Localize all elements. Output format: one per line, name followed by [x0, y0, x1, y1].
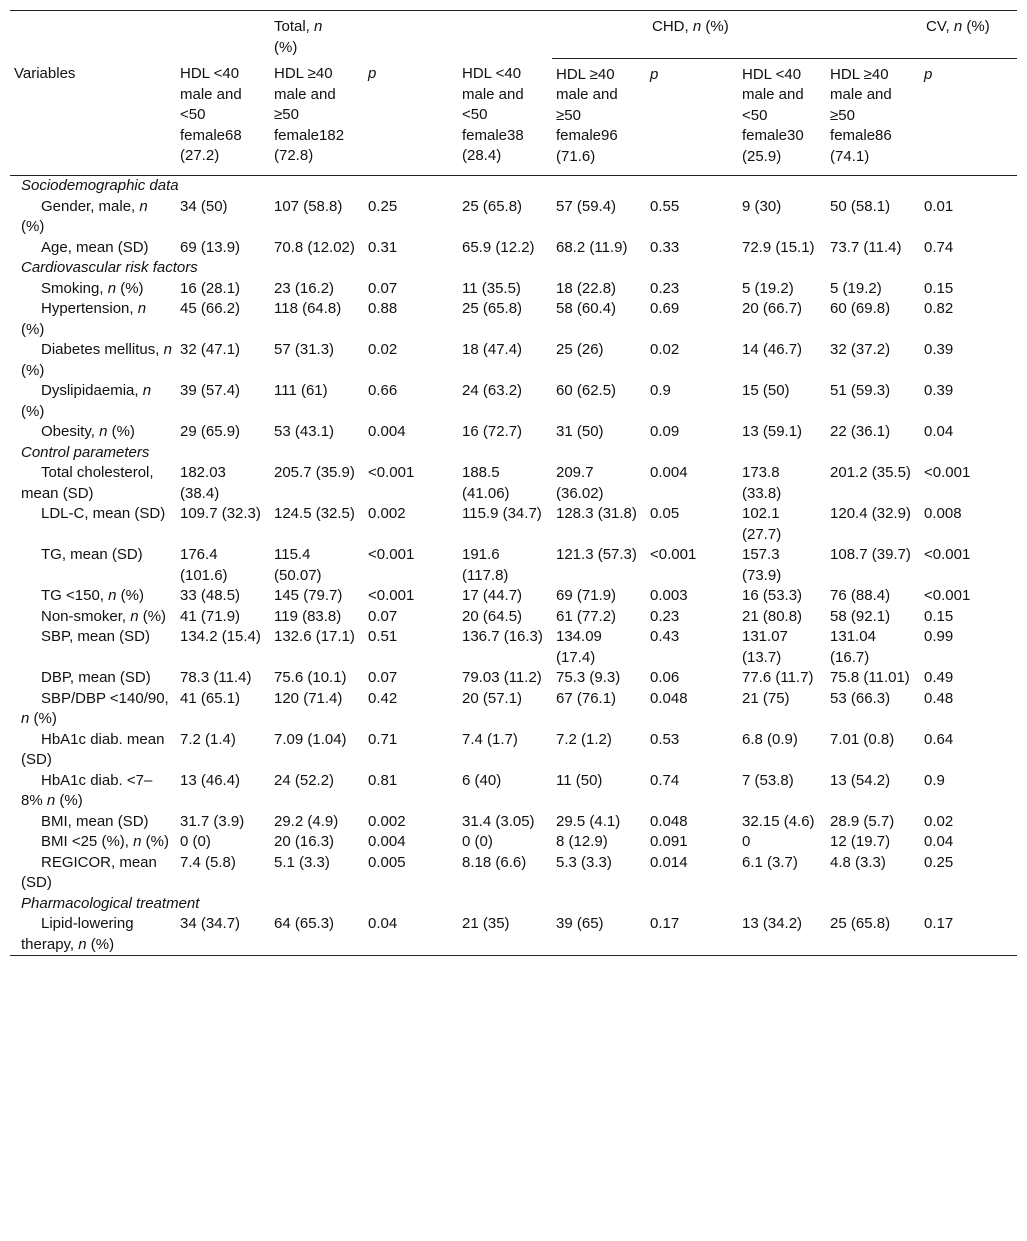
row-label: SBP, mean (SD): [41, 628, 150, 645]
p-value-cell: 0.15: [924, 607, 954, 625]
p-value-cell: 0.04: [924, 833, 954, 850]
p-value-cell: 0.04: [924, 423, 954, 440]
value-cell: 39 (65): [556, 915, 604, 932]
header-group-total: Total, n (%): [274, 18, 323, 56]
value-cell: 16 (53.3): [742, 587, 803, 604]
value-cell: 67 (76.1): [556, 689, 617, 707]
value-cell: 176.4 (101.6): [180, 546, 228, 584]
value-cell: 45 (66.2): [180, 300, 241, 317]
p-value-cell: 0.091: [650, 833, 688, 850]
value-cell: 7.2 (1.2): [556, 730, 612, 748]
value-cell: 13 (54.2): [830, 771, 891, 789]
data-table: [10, 10, 1017, 956]
value-cell: 76 (88.4): [830, 587, 891, 604]
value-cell: 5.1 (3.3): [274, 853, 330, 871]
value-cell: 34 (50): [180, 197, 228, 215]
value-cell: 120 (71.4): [274, 689, 343, 707]
value-cell: 0: [742, 833, 751, 850]
value-cell: 53 (43.1): [274, 423, 335, 440]
value-cell: 7.4 (5.8): [180, 853, 236, 871]
value-cell: 109.7 (32.3): [180, 505, 261, 522]
p-value-cell: 0.31: [368, 238, 398, 256]
table-row: [10, 812, 1017, 833]
value-cell: 60 (62.5): [556, 382, 617, 399]
value-cell: 119 (83.8): [274, 607, 342, 625]
value-cell: 61 (77.2): [556, 607, 617, 625]
value-cell: 120.4 (32.9): [830, 505, 911, 522]
table-row: [10, 586, 1017, 607]
value-cell: 13 (59.1): [742, 423, 803, 440]
value-cell: 21 (80.8): [742, 607, 803, 625]
row-label: Smoking, n (%): [41, 279, 144, 297]
value-cell: 182.03 (38.4): [180, 464, 226, 502]
p-value-cell: <0.001: [368, 464, 415, 481]
p-value-cell: 0.06: [650, 669, 680, 686]
value-cell: 57 (31.3): [274, 341, 335, 358]
p-value-cell: 0.48: [924, 689, 954, 707]
p-value-cell: 0.004: [650, 464, 688, 481]
value-cell: 7.09 (1.04): [274, 730, 347, 748]
p-value-cell: 0.23: [650, 279, 680, 297]
value-cell: 9 (30): [742, 197, 782, 215]
value-cell: 157.3 (73.9): [742, 546, 782, 584]
value-cell: 102.1 (27.7): [742, 505, 782, 543]
p-value-cell: 0.55: [650, 197, 680, 215]
p-value-cell: 0.008: [924, 505, 962, 522]
header-group-cv: CV, n (%): [826, 11, 1017, 59]
table-row: [10, 197, 1017, 238]
row-label: Hypertension, n (%): [21, 300, 147, 338]
value-cell: 115.4 (50.07): [274, 546, 322, 584]
value-cell: 5 (19.2): [742, 279, 794, 297]
table-row: [10, 279, 1017, 300]
value-cell: 7.01 (0.8): [830, 730, 895, 748]
value-cell: 12 (19.7): [830, 833, 891, 850]
table-body: [10, 58, 1017, 956]
p-value-cell: 0.004: [368, 833, 406, 850]
value-cell: 134.09 (17.4): [556, 628, 602, 666]
p-value-cell: 0.9: [924, 771, 945, 789]
section-title: Cardiovascular risk factors: [21, 259, 198, 276]
p-value-cell: 0.005: [368, 853, 406, 871]
p-value-cell: 0.04: [368, 915, 398, 932]
value-cell: 73.7 (11.4): [830, 238, 902, 256]
section-title: Control parameters: [21, 443, 150, 461]
value-cell: 70.8 (12.02): [274, 238, 355, 256]
value-cell: 31.7 (3.9): [180, 812, 245, 830]
value-cell: 13 (46.4): [180, 771, 241, 789]
value-cell: 191.6 (117.8): [462, 546, 509, 584]
table-row: [10, 668, 1017, 689]
value-cell: 32 (47.1): [180, 341, 241, 358]
table-row: [10, 832, 1017, 853]
p-value-cell: 0.25: [924, 853, 954, 871]
value-cell: 25 (65.8): [462, 197, 523, 215]
p-value-cell: 0.17: [924, 915, 954, 932]
table-row: [10, 238, 1017, 259]
p-value-cell: 0.002: [368, 812, 406, 830]
section-header-row: [10, 258, 1017, 279]
p-value-cell: 0.51: [368, 628, 398, 645]
table-row: [10, 730, 1017, 771]
p-value-cell: 0.002: [368, 505, 406, 522]
value-cell: 79.03 (11.2): [462, 669, 542, 686]
value-cell: 68.2 (11.9): [556, 238, 628, 256]
table-row: [10, 914, 1017, 956]
table-row: [10, 545, 1017, 586]
p-value-cell: 0.64: [924, 730, 954, 748]
value-cell: 64 (65.3): [274, 915, 335, 932]
p-value-cell: 0.82: [924, 300, 954, 317]
value-cell: 145 (79.7): [274, 587, 343, 604]
p-value-cell: 0.02: [924, 812, 954, 830]
p-value-cell: 0.048: [650, 812, 688, 830]
value-cell: 21 (35): [462, 915, 510, 932]
value-cell: 69 (13.9): [180, 238, 241, 256]
p-value-cell: <0.001: [924, 464, 971, 481]
p-value-cell: 0.09: [650, 423, 680, 440]
header-empty-cell: [10, 11, 176, 59]
p-value-cell: 0.74: [924, 238, 954, 256]
p-value-cell: 0.69: [650, 300, 680, 317]
p-value-cell: 0.07: [368, 279, 398, 297]
value-cell: 132.6 (17.1): [274, 628, 355, 645]
p-value-cell: 0.07: [368, 607, 398, 625]
value-cell: 58 (92.1): [830, 607, 891, 625]
p-value-cell: 0.39: [924, 382, 954, 399]
row-label: HbA1c diab. <7–8% n (%): [21, 771, 153, 809]
p-value-cell: 0.07: [368, 669, 398, 686]
value-cell: 29.2 (4.9): [274, 812, 339, 830]
p-value-cell: <0.001: [924, 587, 971, 604]
value-cell: 77.6 (11.7): [742, 669, 814, 686]
p-value-cell: 0.15: [924, 279, 954, 297]
value-cell: 8.18 (6.6): [462, 853, 527, 871]
value-cell: 20 (66.7): [742, 300, 803, 317]
value-cell: 173.8 (33.8): [742, 464, 782, 502]
header-spacer: [176, 11, 270, 59]
row-label: BMI <25 (%), n (%): [41, 833, 169, 850]
row-label: BMI, mean (SD): [41, 812, 149, 830]
section-title: Pharmacological treatment: [21, 894, 200, 912]
header-subcolumn: HDL <40 male and <50 female68 (27.2): [180, 65, 242, 164]
value-cell: 6 (40): [462, 771, 502, 789]
value-cell: 131.07 (13.7): [742, 628, 788, 666]
p-value-cell: 0.71: [368, 730, 398, 748]
value-cell: 20 (57.1): [462, 689, 523, 707]
value-cell: 32.15 (4.6): [742, 812, 815, 830]
row-label: Obesity, n (%): [41, 423, 135, 440]
table-row: [10, 771, 1017, 812]
value-cell: 136.7 (16.3): [462, 628, 543, 645]
section-header-row: [10, 443, 1017, 464]
value-cell: 23 (16.2): [274, 279, 335, 297]
value-cell: 41 (65.1): [180, 689, 241, 707]
value-cell: 131.04 (16.7): [830, 628, 876, 666]
value-cell: 18 (22.8): [556, 279, 617, 297]
p-value-cell: 0.33: [650, 238, 680, 256]
value-cell: 188.5 (41.06): [462, 464, 510, 502]
value-cell: 6.1 (3.7): [742, 853, 798, 871]
value-cell: 31.4 (3.05): [462, 812, 535, 830]
table-row: [10, 422, 1017, 443]
value-cell: 69 (71.9): [556, 587, 617, 604]
value-cell: 0 (0): [180, 833, 211, 850]
value-cell: 111 (61): [274, 382, 328, 399]
value-cell: 11 (35.5): [462, 279, 521, 297]
header-spacer: [458, 11, 552, 59]
row-label: Total cholesterol, mean (SD): [21, 464, 154, 502]
header-subcolumn: HDL <40 male and <50 female30 (25.9): [742, 65, 804, 165]
value-cell: 50 (58.1): [830, 197, 891, 215]
value-cell: 65.9 (12.2): [462, 238, 535, 256]
value-cell: 60 (69.8): [830, 300, 891, 317]
value-cell: 14 (46.7): [742, 341, 803, 358]
value-cell: 75.3 (9.3): [556, 669, 621, 686]
p-value-cell: 0.74: [650, 771, 680, 789]
row-label: HbA1c diab. mean (SD): [21, 730, 165, 768]
value-cell: 7.2 (1.4): [180, 730, 236, 748]
header-p-value: p: [650, 65, 659, 83]
p-value-cell: <0.001: [368, 546, 415, 563]
p-value-cell: 0.02: [368, 341, 398, 358]
value-cell: 121.3 (57.3): [556, 546, 637, 563]
value-cell: 4.8 (3.3): [830, 853, 886, 871]
value-cell: 34 (34.7): [180, 915, 241, 932]
p-value-cell: 0.49: [924, 669, 954, 686]
value-cell: 22 (36.1): [830, 423, 891, 440]
header-subcolumn: HDL ≥40 male and ≥50 female182 (72.8): [274, 65, 345, 164]
value-cell: 7 (53.8): [742, 771, 794, 789]
value-cell: 0 (0): [462, 833, 493, 850]
value-cell: 11 (50): [556, 771, 603, 789]
value-cell: 8 (12.9): [556, 833, 608, 850]
value-cell: 24 (52.2): [274, 771, 335, 789]
row-label: Age, mean (SD): [41, 238, 149, 256]
value-cell: 7.4 (1.7): [462, 730, 518, 748]
row-label: TG <150, n (%): [41, 587, 144, 604]
value-cell: 39 (57.4): [180, 382, 241, 399]
value-cell: 5 (19.2): [830, 279, 882, 297]
row-label: Lipid-lowering therapy, n (%): [21, 915, 134, 953]
value-cell: 15 (50): [742, 382, 790, 399]
value-cell: 53 (66.3): [830, 689, 891, 707]
value-cell: 205.7 (35.9): [274, 464, 355, 481]
header-p-value: p: [368, 65, 377, 82]
value-cell: 28.9 (5.7): [830, 812, 895, 830]
p-value-cell: 0.53: [650, 730, 680, 748]
row-label: Dyslipidaemia, n (%): [21, 382, 152, 420]
value-cell: 25 (26): [556, 341, 604, 358]
p-value-cell: 0.39: [924, 341, 954, 358]
header-row-groups: [10, 11, 1017, 59]
value-cell: 115.9 (34.7): [462, 505, 542, 522]
value-cell: 18 (47.4): [462, 341, 523, 358]
p-value-cell: <0.001: [650, 546, 697, 563]
p-value-cell: <0.001: [924, 546, 971, 563]
value-cell: 72.9 (15.1): [742, 238, 815, 256]
row-label: REGICOR, mean (SD): [21, 853, 157, 891]
p-value-cell: 0.004: [368, 423, 406, 440]
value-cell: 13 (34.2): [742, 915, 803, 932]
p-value-cell: 0.43: [650, 628, 680, 645]
row-label: DBP, mean (SD): [41, 669, 151, 686]
header-subcolumn: HDL ≥40 male and ≥50 female96 (71.6): [556, 65, 618, 165]
row-label: TG, mean (SD): [41, 546, 143, 563]
value-cell: 124.5 (32.5): [274, 505, 355, 522]
value-cell: 108.7 (39.7): [830, 546, 911, 563]
row-label: Gender, male, n (%): [21, 197, 148, 235]
p-value-cell: 0.02: [650, 341, 680, 358]
p-value-cell: 0.42: [368, 689, 398, 707]
value-cell: 41 (71.9): [180, 607, 241, 625]
table-row: [10, 340, 1017, 381]
header-group-chd: CHD, n (%): [552, 11, 826, 59]
p-value-cell: 0.88: [368, 300, 398, 317]
row-label: LDL-C, mean (SD): [41, 505, 166, 522]
p-value-cell: 0.23: [650, 607, 680, 625]
table-row: [10, 381, 1017, 422]
table-row: [10, 689, 1017, 730]
value-cell: 25 (65.8): [830, 915, 891, 932]
p-value-cell: 0.05: [650, 505, 680, 522]
data-table-container: [10, 10, 1017, 956]
header-row-columns: [10, 58, 1017, 176]
value-cell: 29 (65.9): [180, 423, 241, 440]
value-cell: 16 (72.7): [462, 423, 523, 440]
value-cell: 32 (37.2): [830, 341, 891, 358]
section-header-row: [10, 894, 1017, 915]
value-cell: 51 (59.3): [830, 382, 891, 399]
value-cell: 5.3 (3.3): [556, 853, 612, 871]
section-header-row: [10, 176, 1017, 197]
value-cell: 75.6 (10.1): [274, 669, 347, 686]
row-label: Non-smoker, n (%): [41, 607, 167, 625]
value-cell: 24 (63.2): [462, 382, 523, 399]
row-label: Diabetes mellitus, n (%): [21, 341, 172, 379]
p-value-cell: 0.048: [650, 689, 688, 707]
value-cell: 21 (75): [742, 689, 790, 707]
value-cell: 17 (44.7): [462, 587, 523, 604]
value-cell: 57 (59.4): [556, 197, 617, 215]
section-title: Sociodemographic data: [21, 177, 179, 194]
table-row: [10, 504, 1017, 545]
value-cell: 33 (48.5): [180, 587, 241, 604]
p-value-cell: 0.25: [368, 197, 398, 215]
value-cell: 6.8 (0.9): [742, 730, 798, 748]
value-cell: 128.3 (31.8): [556, 505, 637, 522]
header-subcolumn: HDL <40 male and <50 female38 (28.4): [462, 65, 524, 164]
value-cell: 16 (28.1): [180, 279, 241, 297]
table-row: [10, 607, 1017, 628]
table-row: [10, 853, 1017, 894]
table-row: [10, 299, 1017, 340]
value-cell: 29.5 (4.1): [556, 812, 621, 830]
value-cell: 134.2 (15.4): [180, 628, 261, 645]
p-value-cell: 0.003: [650, 587, 688, 604]
header-subcolumn: HDL ≥40 male and ≥50 female86 (74.1): [830, 65, 892, 165]
p-value-cell: 0.01: [924, 197, 954, 215]
p-value-cell: <0.001: [368, 587, 415, 604]
value-cell: 75.8 (11.01): [830, 669, 910, 686]
value-cell: 201.2 (35.5): [830, 464, 911, 481]
p-value-cell: 0.81: [368, 771, 398, 789]
value-cell: 78.3 (11.4): [180, 669, 252, 686]
table-row: [10, 627, 1017, 668]
value-cell: 20 (64.5): [462, 607, 523, 625]
value-cell: 107 (58.8): [274, 197, 343, 215]
p-value-cell: 0.17: [650, 915, 680, 932]
p-value-cell: 0.66: [368, 382, 398, 399]
value-cell: 31 (50): [556, 423, 604, 440]
value-cell: 20 (16.3): [274, 833, 335, 850]
p-value-cell: 0.9: [650, 382, 671, 399]
value-cell: 209.7 (36.02): [556, 464, 604, 502]
value-cell: 118 (64.8): [274, 300, 342, 317]
row-label: SBP/DBP <140/90, n (%): [21, 689, 169, 727]
p-value-cell: 0.014: [650, 853, 688, 871]
header-p-value: p: [924, 65, 933, 83]
value-cell: 25 (65.8): [462, 300, 523, 317]
p-value-cell: 0.99: [924, 628, 954, 645]
value-cell: 58 (60.4): [556, 300, 617, 317]
header-variables: Variables: [14, 65, 76, 82]
table-row: [10, 463, 1017, 504]
